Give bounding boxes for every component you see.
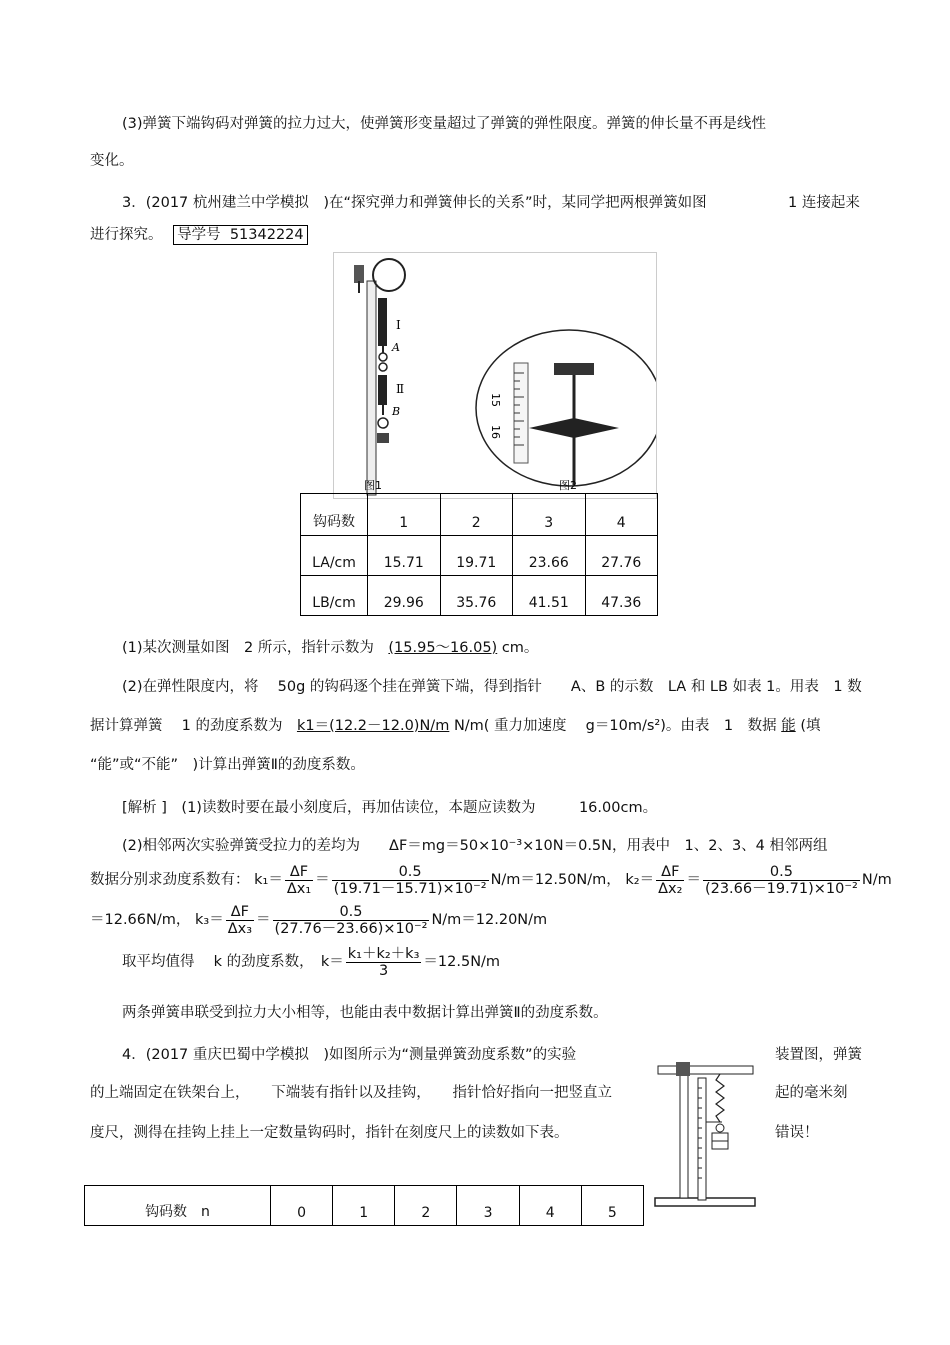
label-spring-1: Ⅰ <box>396 318 401 332</box>
q3-sub2-line3: “能”或“不能” )计算出弹簧Ⅱ的劲度系数。 <box>90 757 365 773</box>
fig2-label: 图2 <box>559 479 577 492</box>
table-cell: 35.76 <box>440 576 513 616</box>
label-point-b: B <box>392 405 401 418</box>
numerator: 0.5 <box>332 864 489 881</box>
q3-intro-tail: 1 连接起来 <box>788 195 860 211</box>
denominator: 3 <box>378 962 389 979</box>
table-header-cell: 钩码数 n <box>85 1186 271 1226</box>
denominator: (27.76－23.66)×10⁻² <box>274 920 428 937</box>
table-header-cell: 2 <box>440 494 513 536</box>
guide-number: 51342224 <box>229 227 304 243</box>
table-header-cell: 4 <box>519 1186 581 1226</box>
table-header-cell: 2 <box>395 1186 457 1226</box>
k2-label: k₂＝ <box>625 872 655 888</box>
analysis-1: [解析 ] (1)读数时要在最小刻度后，再加估读位，本题应读数为 16.00cm。 <box>122 800 658 816</box>
analysis-3: 数据分别求劲度系数有： k₁＝ $\frac{\Delta F}{\text{Δx₁}}$ ＝ $\frac{0.5}{\text{(19.71－15.71)×10⁻²}}$ N/m＝12.50N/m， k₂＝ $\frac{\Delta F}{\text{Δx₂}}$ ＝ $\frac{0.5}{\text{(23.66－19.71)×10⁻²}}$ N/m <box>90 863 892 897</box>
answer-line: 变化。 <box>90 153 134 169</box>
q4-line1: 4．(2017 重庆巴蜀中学模拟 )如图所示为“测量弹簧劲度系数”的实验 <box>122 1047 577 1063</box>
k3-result: N/m＝12.20N/m <box>431 912 548 928</box>
average-text: 取平均值得 k 的劲度系数， k＝ <box>122 954 344 970</box>
sub1-text: (1)某次测量如图 2 所示，指针示数为 <box>122 640 389 656</box>
q3-sub1 <box>122 638 538 658</box>
guide-label: 导学号 <box>177 227 221 243</box>
tick-16: 16 <box>489 425 502 439</box>
k1-label: k₁＝ <box>254 872 283 888</box>
q4-line1-right: 装置图，弹簧 <box>775 1047 862 1063</box>
label-point-a: A <box>392 341 400 354</box>
sub2-mid: N/m( 重力加速度 g＝10m/s²)。由表 1 数据 <box>453 718 777 734</box>
q4-line2: 的上端固定在铁架台上， 下端装有指针以及挂钩， 指针恰好指向一把竖直立 <box>90 1085 612 1101</box>
fraction <box>332 864 489 897</box>
conclusion: 两条弹簧串联受到拉力大小相等，也能由表中数据计算出弹簧Ⅱ的劲度系数。 <box>122 1005 608 1021</box>
table-row-label: LB/cm <box>301 576 368 616</box>
figure-springs <box>333 252 657 499</box>
q3-sub2-line2 <box>90 716 820 736</box>
numerator: ΔF <box>656 864 684 881</box>
table-header-cell: 钩码数 <box>301 494 368 536</box>
sub2-answer-2: 能 <box>781 718 796 734</box>
table-header-cell: 1 <box>368 494 441 536</box>
table-header-cell: 4 <box>585 494 658 536</box>
table-header-cell: 1 <box>333 1186 395 1226</box>
sub2-end: (填 <box>800 718 821 734</box>
table-cell: 47.36 <box>585 576 658 616</box>
table-cell: 41.51 <box>513 576 586 616</box>
fig1-label: 图1 <box>364 479 382 492</box>
table-row-label: LA/cm <box>301 536 368 576</box>
analysis-2: (2)相邻两次实验弹簧受拉力的差均为 ΔF＝mg＝50×10⁻³×10N＝0.5N，用表中 1、2、3、4 相邻两组 <box>122 838 828 854</box>
numerator: 0.5 <box>273 904 430 921</box>
table-cell: 23.66 <box>513 536 586 576</box>
fraction <box>656 864 684 897</box>
sub1-answer: (15.95～16.05) <box>388 640 498 656</box>
k2-result: ＝12.66N/m， <box>90 912 191 928</box>
sub1-unit: cm。 <box>501 640 539 656</box>
fraction <box>285 864 313 897</box>
table-header-cell: 3 <box>513 494 586 536</box>
k1-result: N/m＝12.50N/m， <box>490 872 621 888</box>
analysis-3-text: 数据分别求劲度系数有： <box>90 872 250 888</box>
table-cell: 19.71 <box>440 536 513 576</box>
q3-intro: 3．(2017 杭州建兰中学模拟 )在“探究弹力和弹簧伸长的关系”时，某同学把两根弹簧如图 <box>122 195 707 211</box>
table-header-cell: 0 <box>271 1186 333 1226</box>
denominator: (19.71－15.71)×10⁻² <box>333 880 487 897</box>
denominator: Δx₃ <box>227 920 253 937</box>
fraction <box>346 946 422 979</box>
sub2-answer: k1＝(12.2－12.0)N/m <box>296 718 450 734</box>
tick-15: 15 <box>489 393 502 407</box>
table-header-cell: 3 <box>457 1186 519 1226</box>
spring-diagram <box>334 253 656 498</box>
table-cell: 15.71 <box>368 536 441 576</box>
numerator: ΔF <box>285 864 313 881</box>
q4-line3: 度尺，测得在挂钩上挂上一定数量钩码时，指针在刻度尺上的读数如下表。 <box>90 1125 569 1141</box>
numerator: ΔF <box>226 904 254 921</box>
stand-apparatus-figure <box>650 1038 760 1213</box>
q3-sub2-line1: (2)在弹性限度内，将 50g 的钩码逐个挂在弹簧下端，得到指针 A、B 的示数 LA 和 LB 如表 1。用表 1 数 <box>122 679 862 695</box>
denominator: (23.66－19.71)×10⁻² <box>704 880 858 897</box>
denominator: Δx₁ <box>286 880 312 897</box>
q4-line3-right: 错误！ <box>775 1125 819 1141</box>
fraction <box>273 904 430 937</box>
label-spring-2: Ⅱ <box>396 382 405 396</box>
sub2-text: 据计算弹簧 1 的劲度系数为 <box>90 718 297 734</box>
fraction <box>226 904 254 937</box>
fraction <box>703 864 860 897</box>
hook-count-table <box>84 1185 644 1226</box>
table-cell: 29.96 <box>368 576 441 616</box>
k2-unit: N/m <box>861 872 892 888</box>
average-result: ＝12.5N/m <box>423 954 501 970</box>
numerator: 0.5 <box>703 864 860 881</box>
average <box>122 944 500 980</box>
table-header-cell: 5 <box>581 1186 643 1226</box>
k3-label: k₃＝ <box>194 912 224 928</box>
q3-intro-text: 进行探究。 <box>90 227 163 243</box>
spring-data-table <box>300 493 658 616</box>
answer-line: (3)弹簧下端钩码对弹簧的拉力过大，使弹簧形变量超过了弹簧的弹性限度。弹簧的伸长量不再是线性 <box>122 116 767 132</box>
denominator: Δx₂ <box>658 880 683 897</box>
table-cell: 27.76 <box>585 536 658 576</box>
analysis-4: ＝12.66N/m， k₃＝ $\frac{\Delta F}{\text{Δx₃}}$ ＝ $\frac{0.5}{\text{(27.76－23.66)×10⁻²}}$ N/m＝12.20N/m <box>90 903 548 937</box>
q4-line2-right: 起的毫米刻 <box>775 1085 848 1101</box>
iron-stand-diagram <box>650 1038 760 1213</box>
numerator: k₁＋k₂＋k₃ <box>347 945 420 962</box>
guide-number-box <box>173 225 308 245</box>
q3-intro-2 <box>90 225 308 245</box>
